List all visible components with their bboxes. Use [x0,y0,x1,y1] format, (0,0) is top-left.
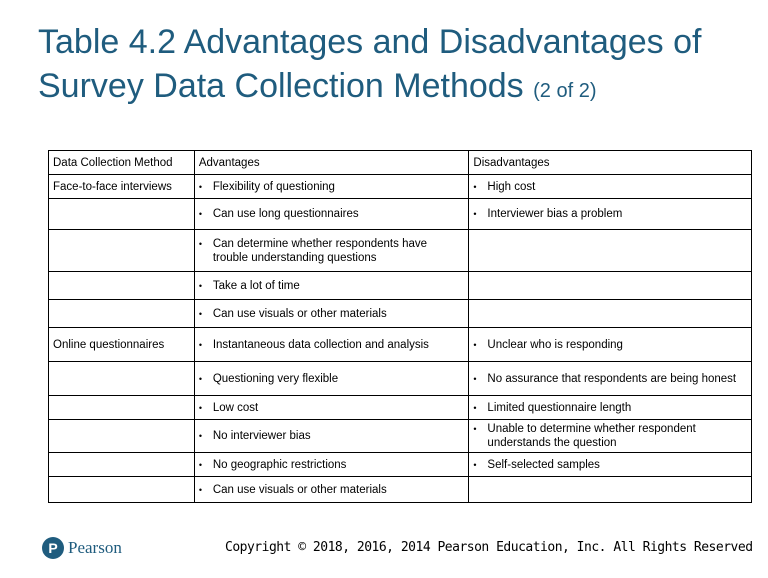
disadvantage-text: Unclear who is responding [487,338,623,351]
disadvantage-text: Limited questionnaire length [487,401,632,414]
disadvantage-text: Self-selected samples [487,458,600,471]
bullet-icon: • [473,373,477,384]
table-row [49,328,752,362]
disadvantage-text: Unable to determine whether respondent understands the question [487,423,696,449]
advantage-cell [194,230,469,272]
bullet-icon: • [473,424,477,434]
advantage-cell [194,300,469,328]
table-row [49,272,752,300]
advantage-cell [194,453,469,477]
advantage-cell [194,199,469,230]
bullet-icon: • [198,373,202,384]
advantage-text: Can use long questionnaires [212,208,359,220]
method-cell [49,230,195,272]
method-cell [49,272,195,300]
method-cell [49,362,195,396]
pearson-p-icon: P [42,537,64,559]
disadvantage-cell [469,230,752,272]
advantage-cell [194,175,469,199]
disadvantage-cell [469,328,752,362]
method-cell [49,420,195,453]
method-cell [49,453,195,477]
bullet-icon: • [198,484,202,495]
advantage-text: Instantaneous data collection and analysis [212,338,429,351]
bullet-icon: • [473,402,477,413]
advantage-text: Can use visuals or other materials [212,483,387,496]
method-cell [49,300,195,328]
bullet-icon: • [473,181,477,192]
header-advantages: Advantages [194,151,469,175]
method-cell: Face-to-face interviews [49,175,195,199]
disadvantage-cell [469,300,752,328]
bullet-icon: • [198,181,202,192]
table-row [49,477,752,503]
advantage-cell [194,396,469,420]
table-row [49,453,752,477]
header-row [49,151,752,175]
table-row [49,199,752,230]
bullet-icon: • [473,459,477,470]
disadvantage-text: High cost [487,180,536,193]
bullet-icon: • [198,431,202,441]
header-method: Data Collection Method [49,151,195,175]
advantage-cell [194,272,469,300]
advantage-cell [194,362,469,396]
bullet-icon: • [473,339,477,350]
table-row [49,396,752,420]
slide-title [38,20,758,113]
advantage-text: Questioning very flexible [212,372,339,385]
pearson-logo [42,537,122,559]
bullet-icon: • [198,280,202,291]
pearson-wordmark: Pearson [68,538,122,557]
advantage-cell [194,328,469,362]
header-disadvantages: Disadvantages [469,151,752,175]
bullet-icon: • [473,209,477,219]
advantage-text: Can determine whether respondents have trouble understanding questions [212,237,428,264]
bullet-icon: • [198,459,202,470]
bullet-icon: • [198,209,202,219]
disadvantage-cell [469,420,752,453]
advantage-text: No interviewer bias [212,430,311,442]
bullet-icon: • [198,402,202,413]
bullet-icon: • [198,308,202,319]
advantage-text: Can use visuals or other materials [212,307,387,320]
table-row [49,420,752,453]
disadvantage-cell [469,272,752,300]
method-cell [49,199,195,230]
disadvantage-text: Interviewer bias a problem [487,208,623,220]
bullet-icon: • [198,238,202,249]
bullet-icon: • [198,339,202,350]
copyright-notice: Copyright © 2018, 2016, 2014 Pearson Education, Inc. All Rights Reserved [225,540,753,555]
advantage-cell [194,477,469,503]
advantage-cell [194,420,469,453]
title-main: Table 4.2 Advantages and Disadvantages of Survey Data Collection Methods [38,23,702,105]
advantage-text: Take a lot of time [212,279,300,292]
disadvantage-cell [469,199,752,230]
disadvantage-cell [469,453,752,477]
method-cell: Online questionnaires [49,328,195,362]
disadvantage-cell [469,362,752,396]
advantage-text: No geographic restrictions [212,458,347,471]
disadvantage-cell [469,477,752,503]
table-row [49,230,752,272]
advantage-text: Flexibility of questioning [212,180,335,193]
table-row [49,175,752,199]
method-cell [49,396,195,420]
method-cell [49,477,195,503]
table-row [49,300,752,328]
disadvantage-cell [469,396,752,420]
title-suffix: (2 of 2) [533,80,597,102]
table-row [49,362,752,396]
methods-table [48,150,752,503]
disadvantage-cell [469,175,752,199]
advantage-text: Low cost [212,401,259,414]
disadvantage-text: No assurance that respondents are being honest [487,372,737,385]
